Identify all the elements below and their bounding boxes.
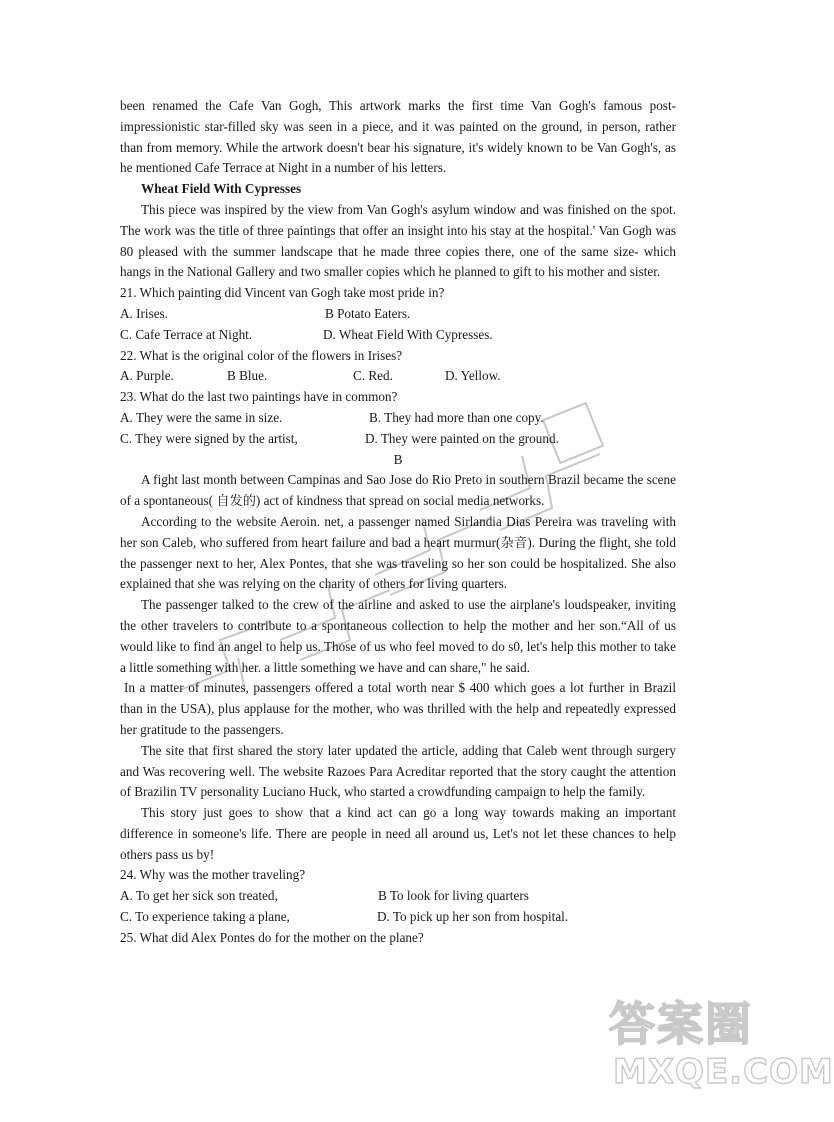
question-22-option-d: D. Yellow. — [445, 368, 501, 384]
section-label-b: B — [393, 451, 403, 467]
question-23-option-b: B. They had more than one copy. — [369, 409, 544, 425]
question-23-options-row-2 — [120, 429, 676, 450]
site-logo-domain: MXQE.COM — [613, 1052, 834, 1092]
question-24-option-d: D. To pick up her son from hospital. — [377, 909, 569, 925]
passage-b-paragraph-4: In a matter of minutes, passengers offered a total worth near $ 400 which goes a lot further in Brazil than in the USA), plus applause for the mother, who was thrilled with the help and repeatedly expressed her gratitude to the passengers. — [120, 680, 676, 737]
question-24-stem: 24. Why was the mother traveling? — [120, 867, 306, 883]
paragraph-cafe-terrace-continued: been renamed the Cafe Van Gogh, This artwork marks the first time Van Gogh's famous post-impressionistic star-filled sky was seen in a piece, and it was painted on the ground, in person, rather than from memory. While the artwork doesn't bear his signature, it's widely known to be Van Gogh's, as he mentioned Cafe Terrace at Night in a number of his letters. — [120, 98, 676, 176]
question-22-options-row-1 — [120, 366, 676, 387]
passage-b-paragraph-5: The site that first shared the story later updated the article, adding that Caleb went through surgery and Was recovering well. The website Razoes Para Acreditar reported that the story caught the attention of Brazilin TV personality Luciano Huck, who started a crowdfunding campaign to help the family. — [120, 742, 676, 800]
question-24-option-c: C. To experience taking a plane, — [120, 909, 290, 925]
question-21-options-row-2 — [120, 325, 676, 346]
question-21-option-c: C. Cafe Terrace at Night. — [120, 326, 253, 342]
question-23-options-row-1 — [120, 408, 676, 429]
site-logo-text: 答案圈 — [609, 997, 753, 1051]
passage-b-paragraph-3: The passenger talked to the crew of the airline and asked to use the airplane's loudspeaker, inviting the other travelers to contribute to a spontaneous collection to help the mother and her son.“All of us would like to find an angel to help us. Those of us who feel moved to do s0, let's help this mother to take a little something with her. a little something we have and can share," he said. — [120, 597, 676, 675]
question-22-option-b: B Blue. — [227, 368, 268, 384]
document-page — [120, 96, 676, 949]
question-24-option-b: B To look for living quarters — [378, 888, 529, 904]
question-21-option-a: A. Irises. — [120, 305, 168, 321]
question-21-option-d: D. Wheat Field With Cypresses. — [323, 326, 493, 342]
question-22-option-a: A. Purple. — [120, 368, 174, 384]
question-23-option-c: C. They were signed by the artist, — [120, 430, 298, 446]
section-heading-wheat-field: Wheat Field With Cypresses — [141, 181, 302, 197]
question-23-stem: 23. What do the last two paintings have in common? — [120, 389, 398, 405]
question-21-option-b: B Potato Eaters. — [325, 305, 411, 321]
question-25-stem: 25. What did Alex Pontes do for the mother on the plane? — [120, 929, 424, 945]
question-24-option-a: A. To get her sick son treated, — [120, 888, 278, 904]
passage-b-paragraph-1: A fight last month between Campinas and Sao Jose do Rio Preto in southern Brazil became the scene of a spontaneous( 自发的) act of kindness that spread on social media networks. — [120, 472, 676, 509]
question-24-options-row-1 — [120, 886, 676, 907]
question-22-option-c: C. Red. — [353, 368, 393, 384]
question-23-option-d: D. They were painted on the ground. — [365, 430, 559, 446]
question-23-option-a: A. They were the same in size. — [120, 409, 283, 425]
passage-b-paragraph-2: According to the website Aeroin. net, a passenger named Sirlandia Dias Pereira was traveling with her son Caleb, who suffered from heart failure and bad a heart murmur(杂音). During the flight, she told the passenger next to her, Alex Pontes, that she was traveling so her son could be hospitalized. She also explained that she was relying on the charity of others for living quarters. — [120, 513, 676, 592]
question-21-stem: 21. Which painting did Vincent van Gogh take most pride in? — [120, 285, 445, 301]
site-logo-watermark — [605, 980, 834, 1100]
question-22-stem: 22. What is the original color of the flowers in Irises? — [120, 347, 403, 363]
passage-b-paragraph-6: This story just goes to show that a kind act can go a long way towards making an important difference in someone's life. There are people in need all around us, Let's not let these chances to help others pass us by! — [120, 805, 676, 862]
paragraph-wheat-field: This piece was inspired by the view from Van Gogh's asylum window and was finished on the spot. The work was the title of three paintings that offer an insight into his stay at the hospital.' Van Gogh was 80 pleased with the summer landscape that he made three copies there, one of the same size- which hangs in the National Gallery and two smaller copies which he planned to gift to his mother and sister. — [120, 201, 676, 280]
question-21-options-row-1 — [120, 304, 676, 325]
question-24-options-row-2 — [120, 907, 676, 928]
